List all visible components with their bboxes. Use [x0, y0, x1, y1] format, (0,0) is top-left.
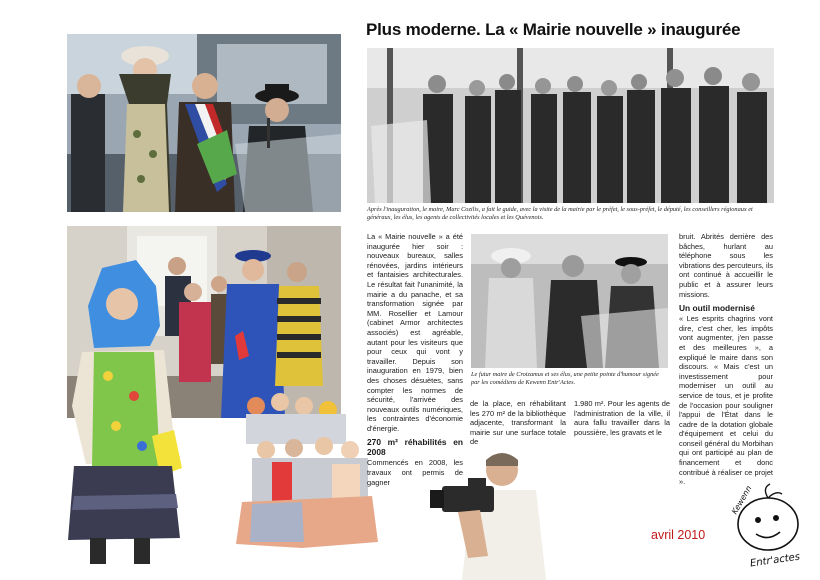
subhead-rehabilitation: 270 m² réhabilités en 2008: [367, 437, 463, 458]
article-headline: Plus moderne. La « Mairie nouvelle » inaugurée: [366, 20, 741, 39]
subhead-modernised-tool: Un outil modernisé: [679, 303, 755, 314]
photo-speech-podium: [67, 34, 341, 212]
photo-officials-crowd: [367, 48, 774, 203]
article-column-2: [470, 399, 566, 447]
photo-actors-group-cutout: [232, 392, 382, 552]
publication-date: avril 2010: [651, 528, 706, 542]
logo-text-top: Kewenn: [729, 484, 754, 516]
caption-middle-photo: Le futur maire de Croizamus et ses élus, une petite pointe d'humour signée par les comédiens de Kewenn Entr'Actes.: [471, 371, 659, 386]
photo-mayor-humour: [471, 234, 668, 368]
column-4-paragraph-1: bruit. Abrités derrière des bâches, hurlant au téléphone sous les vibrations des percuteurs, ils ont continué à accueillir le public et à assurer leurs missions.: [679, 232, 773, 299]
article-column-4: [679, 232, 773, 487]
column-1-paragraph-2: Commencés en 2008, les travaux ont permis de gagner: [367, 458, 463, 487]
column-2-paragraph-1: de la place, en réhabilitant les 270 m² de la bibliothèque adjacente, transformant la mairie sur une surface totale de: [470, 399, 566, 447]
caption-top-photo: Après l'inauguration, le maire, Marc Cozilis, a fait le guide, avec la visite de la mairie par le préfet, le sous-préfet, le député, les conseillers régionaux et généraux, les élus, les agents de collectivités locales et les Quévenois.: [367, 206, 753, 221]
column-3-paragraph-1: 1.980 m². Pour les agents de l'administration de la ville, il aura fallu travailler dans la poussière, les gravats et le: [574, 399, 670, 437]
article-column-1: [367, 232, 463, 487]
article-column-3: [574, 399, 670, 437]
column-1-paragraph-1: La « Mairie nouvelle » a été inaugurée hier soir : nouveaux bureaux, salles rénovées, jardins intérieurs et fantaisies architecturales. Le résultat fait l'unanimité, la mairie a du panache, et sa transformation signée par MM. Rosellier et Lamour (cabinet Armor architectes associés) est agréable, autant pour les visiteurs que pour ceux qui vont y travailler. Depuis son inauguration en 1979, bien des choses désuètes, sans compter les normes de sécurité, l'arrivée des nouveaux outils numériques, les contraintes d'économie d'énergie.: [367, 232, 463, 433]
photo-woman-headscarf-cutout: [64, 256, 186, 572]
logo-text-bottom: Entr'actes: [749, 551, 801, 568]
column-4-paragraph-2: « Les esprits chagrins vont dire, c'est cher, les impôts vont augmenter, j'en passe et des meilleures », a expliqué le maire dans son discours. « Mais c'est un investissement pour moderniser un outil au service de tous, et je profite de l'occasion pour souligner l'appui de l'État dans le cadre de la dotation globale d'équipement et celui du conseil général du Morbihan qui ont participé au plan de financement et donc contribué à réaliser ce projet ».: [679, 314, 773, 487]
kewenn-entractes-logo: [728, 478, 808, 568]
